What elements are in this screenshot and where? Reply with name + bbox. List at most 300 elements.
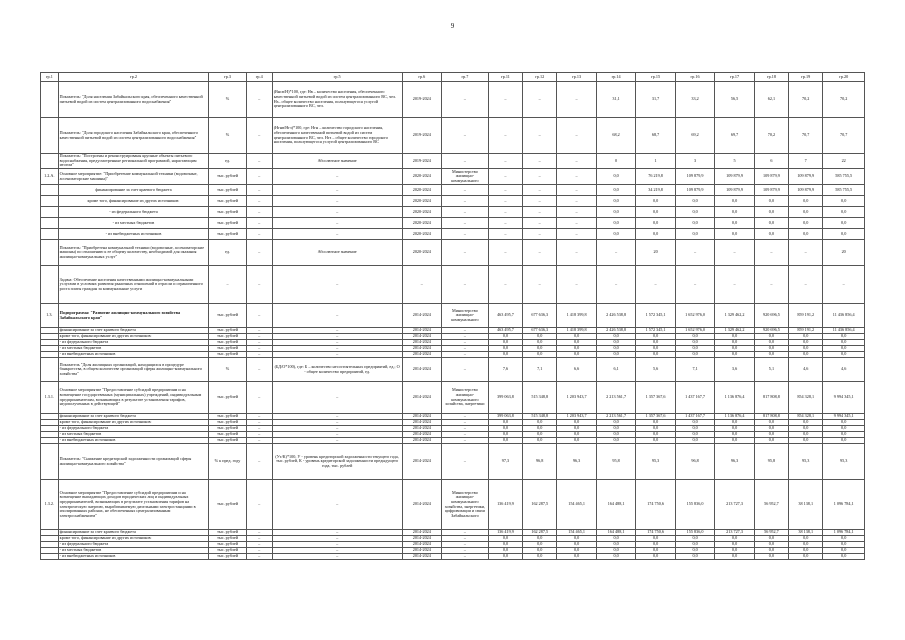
table-cell: –	[754, 240, 788, 266]
table-cell: –	[442, 346, 489, 352]
table-cell: 96,8	[675, 444, 714, 480]
table-cell: –	[246, 480, 272, 530]
table-cell: 1 572 345,1	[636, 328, 675, 334]
table-cell: 174 750,6	[636, 530, 675, 536]
table-cell: 0,0	[675, 218, 714, 229]
table-cell: тыс. рублей	[209, 530, 246, 536]
table-cell: 0,0	[636, 352, 675, 358]
table-cell: 0,0	[754, 542, 788, 548]
table-cell: - из местных бюджетов	[58, 432, 209, 438]
page-number: 9	[450, 22, 455, 30]
table-cell: 70,2	[823, 82, 865, 118]
table-cell: 0,0	[488, 536, 522, 542]
table-cell: –	[246, 169, 272, 185]
table-cell: 0,0	[636, 542, 675, 548]
table-cell: 0,0	[675, 542, 714, 548]
table-cell: 2014-2024	[402, 536, 441, 542]
table-cell: 6,6	[557, 358, 596, 382]
table-cell: 0,0	[488, 438, 522, 444]
table-cell: 0,0	[715, 432, 754, 438]
table-cell: –	[442, 542, 489, 548]
table-cell: 70,7	[789, 118, 823, 154]
table-cell: –	[272, 346, 402, 352]
table-cell: 0,0	[823, 420, 865, 426]
table-cell: 399 063,8	[488, 382, 522, 414]
table-cell: 1.2.А.	[41, 169, 59, 185]
table-row	[41, 118, 865, 154]
table-cell: тыс. рублей	[209, 304, 246, 328]
table-cell: 1 437 167,7	[675, 382, 714, 414]
table-cell: тыс. рублей	[209, 536, 246, 542]
table-cell: –	[675, 240, 714, 266]
table-cell: –	[246, 304, 272, 328]
table-cell: 0,0	[789, 207, 823, 218]
table-cell: –	[523, 185, 557, 196]
table-cell: 1 357 367,6	[636, 382, 675, 414]
table-cell: 0,0	[823, 548, 865, 554]
table-cell: 0,0	[596, 169, 635, 185]
table-cell: Показатель "Доля жилищных организаций, находящихся в процедуре банкротства, в общем количестве организаций сферы жилищно-коммунального хозяйства"	[58, 358, 209, 382]
table-cell: –	[272, 328, 402, 334]
table-cell: 0,0	[715, 420, 754, 426]
table-cell: 2020-2024	[402, 240, 441, 266]
table-row	[41, 358, 865, 382]
table-cell: 1	[636, 154, 675, 169]
table-cell: 96,3	[557, 444, 596, 480]
table-cell: 399 063,8	[488, 414, 522, 420]
table-cell: 0,0	[715, 207, 754, 218]
table-cell: 0,0	[823, 229, 865, 240]
table-cell: –	[246, 185, 272, 196]
table-cell: 1.3.1.	[41, 382, 59, 414]
table-cell: кроме того, финансирование из других источников:	[58, 420, 209, 426]
table-cell: %	[209, 358, 246, 382]
table-cell: 0,0	[675, 334, 714, 340]
table-cell: 0,0	[823, 536, 865, 542]
table-cell: 0,0	[636, 420, 675, 426]
table-cell: 0,0	[557, 554, 596, 560]
table-cell: –	[442, 334, 489, 340]
table-cell: –	[272, 207, 402, 218]
table-cell: тыс. рублей	[209, 169, 246, 185]
table-cell: 109 879,9	[789, 169, 823, 185]
table-cell: 2014-2024	[402, 480, 441, 530]
table-cell: финансирование за счет краевого бюджета	[58, 328, 209, 334]
table-cell: тыс. рублей	[209, 542, 246, 548]
table-cell: 0,0	[488, 554, 522, 560]
table-cell	[41, 266, 59, 304]
table-cell: 69,2	[675, 118, 714, 154]
table-cell: –	[557, 266, 596, 304]
table-cell: 0,0	[523, 536, 557, 542]
table-cell: 0,0	[596, 554, 635, 560]
table-cell: –	[272, 554, 402, 560]
table-cell: 0,0	[636, 426, 675, 432]
table-cell: 0,0	[789, 218, 823, 229]
table-cell: –	[442, 118, 489, 154]
table-cell: 0,0	[754, 352, 788, 358]
table-cell: 1 329 462,2	[715, 304, 754, 328]
table-cell: 859 191,2	[789, 304, 823, 328]
table-cell: 1 136 876,4	[715, 414, 754, 420]
table-cell: 9 994 345,1	[823, 414, 865, 420]
table-cell: –	[246, 229, 272, 240]
table-cell: 0,0	[523, 438, 557, 444]
table-cell: –	[523, 196, 557, 207]
table-row	[41, 382, 865, 414]
table-row	[41, 229, 865, 240]
table-cell: 0,0	[636, 536, 675, 542]
table-cell: –	[675, 266, 714, 304]
table-cell	[41, 196, 59, 207]
table-cell: - из внебюджетных источников	[58, 352, 209, 358]
table-cell: 0,0	[557, 438, 596, 444]
table-cell: тыс. рублей	[209, 480, 246, 530]
table-cell: 0,0	[596, 346, 635, 352]
table-cell: –	[246, 414, 272, 420]
table-cell: - из федерального бюджета	[58, 207, 209, 218]
table-cell: 0,0	[715, 346, 754, 352]
table-cell: –	[523, 169, 557, 185]
table-cell: –	[272, 414, 402, 420]
table-cell: 109 879,9	[754, 169, 788, 185]
table-cell: 109 879,9	[754, 185, 788, 196]
table-cell: - из федерального бюджета	[58, 340, 209, 346]
header-row	[41, 73, 865, 82]
table-cell: 0,0	[523, 346, 557, 352]
table-cell: 56 952,7	[754, 530, 788, 536]
table-cell: 6,1	[596, 358, 635, 382]
table-cell: 5,6	[636, 358, 675, 382]
table-cell: –	[488, 185, 522, 196]
table-cell: 0,0	[488, 432, 522, 438]
table-cell: 1 136 876,4	[715, 382, 754, 414]
table-cell: –	[272, 229, 402, 240]
table-cell: 2014-2024	[402, 340, 441, 346]
table-cell: 0,0	[789, 196, 823, 207]
table-cell: 0,0	[557, 426, 596, 432]
table-cell: 11 436 856,4	[823, 304, 865, 328]
table-cell: –	[442, 548, 489, 554]
table-cell: 0,0	[675, 196, 714, 207]
table-cell: 0,0	[596, 548, 635, 554]
table-cell: 0,0	[596, 438, 635, 444]
table-cell: 155 836,0	[675, 530, 714, 536]
table-cell: Абсолютное значение	[272, 240, 402, 266]
table-cell: 0,0	[823, 352, 865, 358]
table-cell: –	[557, 229, 596, 240]
table-cell: Министерство жилищно-коммунального хозяйства, энергетики	[442, 382, 489, 414]
table-cell: –	[488, 196, 522, 207]
table-cell: 2020-2024	[402, 229, 441, 240]
table-cell: 0,0	[557, 542, 596, 548]
table-cell: 22	[823, 154, 865, 169]
table-cell: 0,0	[557, 432, 596, 438]
table-cell: –	[272, 185, 402, 196]
table-cell: Показатель: "Снижение кредиторской задолженности организаций сферы жилищно-коммунального хозяйства"	[58, 444, 209, 480]
table-cell: 0,0	[488, 542, 522, 548]
table-cell: 174 750,6	[636, 480, 675, 530]
table-cell: 2014-2024	[402, 414, 441, 420]
table-cell: –	[272, 530, 402, 536]
table-cell: –	[442, 207, 489, 218]
table-cell: 0,0	[636, 432, 675, 438]
table-cell: –	[789, 240, 823, 266]
table-cell: 0,0	[715, 438, 754, 444]
table-cell: –	[272, 196, 402, 207]
table-cell: 0,0	[823, 340, 865, 346]
table-cell: - из федерального бюджета	[58, 426, 209, 432]
table-cell: 0,0	[675, 554, 714, 560]
table-cell: Показатель: "Приобретена коммунальной техники (водовозные, ассенизаторские машины) по отношению к ее общему количеству, необходимой для оказания жилищно-коммунальных услуг"	[58, 240, 209, 266]
table-cell: 162 287,5	[523, 480, 557, 530]
table-cell: 0,0	[789, 229, 823, 240]
column-header: гр.5	[272, 73, 402, 82]
table-body	[41, 82, 865, 560]
table-cell: –	[272, 218, 402, 229]
table-cell: 0,0	[823, 346, 865, 352]
table-cell: –	[557, 185, 596, 196]
table-cell: 0,0	[636, 196, 675, 207]
table-cell: 0,0	[754, 432, 788, 438]
table-cell: –	[442, 530, 489, 536]
table-cell: 0,0	[823, 554, 865, 560]
table-cell: 0	[596, 154, 635, 169]
table-cell: 0,0	[596, 196, 635, 207]
table-cell: 2014-2024	[402, 426, 441, 432]
table-cell: 154 465,1	[557, 530, 596, 536]
table-cell: 0,0	[754, 420, 788, 426]
table-cell: 0,0	[523, 340, 557, 346]
table-cell: 817 808,8	[754, 414, 788, 420]
table-cell: 0,0	[675, 229, 714, 240]
table-cell: –	[557, 218, 596, 229]
table-row	[41, 196, 865, 207]
table-cell	[41, 154, 59, 169]
table-cell: –	[823, 266, 865, 304]
table-cell: –	[246, 358, 272, 382]
column-header: гр.16	[675, 73, 714, 82]
table-cell: 20	[636, 240, 675, 266]
table-cell: Министерство жилищно-коммунального	[442, 304, 489, 328]
table-cell: 95,3	[636, 444, 675, 480]
table-cell: 109 879,9	[675, 169, 714, 185]
table-cell: финансирование за счет краевого бюджета	[58, 185, 209, 196]
table-cell: –	[442, 426, 489, 432]
table-cell: 213 727,3	[715, 480, 754, 530]
table-cell: 20	[823, 240, 865, 266]
table-cell: –	[523, 240, 557, 266]
table-row	[41, 240, 865, 266]
table-cell: - из местных бюджетов	[58, 218, 209, 229]
table-cell: –	[246, 328, 272, 334]
table-cell: 1.3.2.	[41, 480, 59, 530]
table-cell: 2 213 561,7	[596, 382, 635, 414]
table-row	[41, 154, 865, 169]
table-cell: 515 348,8	[523, 382, 557, 414]
table-cell: 0,0	[789, 548, 823, 554]
table-cell: 136 419,9	[488, 480, 522, 530]
table-cell: –	[246, 432, 272, 438]
table-cell: Министерство жилищно-коммунального	[442, 169, 489, 185]
table-cell: –	[272, 169, 402, 185]
table-cell: –	[523, 154, 557, 169]
table-row	[41, 480, 865, 530]
table-cell: 854 328,1	[789, 414, 823, 420]
table-cell: тыс. рублей	[209, 548, 246, 554]
column-header: гр.3	[209, 73, 246, 82]
table-cell: –	[246, 207, 272, 218]
table-cell: –	[442, 240, 489, 266]
table-cell: 0,0	[715, 340, 754, 346]
table-cell: 1 096 784,1	[823, 530, 865, 536]
table-cell: 2014-2024	[402, 530, 441, 536]
table-cell: тыс. рублей	[209, 328, 246, 334]
table-cell: Показатель: "Доля населения Забайкальского края, обеспеченного качественной питьевой водой из систем централизованного водоснабжения"	[58, 82, 209, 118]
table-cell: ед.	[209, 154, 246, 169]
table-cell: 96,8	[523, 444, 557, 480]
table-cell: 97,3	[488, 444, 522, 480]
table-cell: –	[272, 480, 402, 530]
table-cell: 0,0	[823, 207, 865, 218]
table-cell: –	[272, 432, 402, 438]
table-cell: 0,0	[523, 420, 557, 426]
table-cell: –	[442, 352, 489, 358]
table-cell: 2014-2024	[402, 438, 441, 444]
table-cell: –	[442, 196, 489, 207]
table-cell: 0,0	[715, 218, 754, 229]
table-cell: 70,2	[789, 82, 823, 118]
table-row	[41, 444, 865, 480]
table-cell: 213 727,3	[715, 530, 754, 536]
table-cell: 0,0	[488, 352, 522, 358]
table-cell: –	[488, 266, 522, 304]
table-cell: –	[488, 154, 522, 169]
table-cell: –	[246, 554, 272, 560]
table-cell: –	[272, 352, 402, 358]
table-cell: 0,0	[636, 340, 675, 346]
table-cell: ед.	[209, 240, 246, 266]
table-cell: –	[488, 169, 522, 185]
table-cell: –	[246, 536, 272, 542]
table-cell: 3,6	[715, 358, 754, 382]
table-row	[41, 266, 865, 304]
table-cell: 0,0	[488, 548, 522, 554]
table-cell: 0,0	[636, 346, 675, 352]
table-cell: 0,0	[488, 346, 522, 352]
table-cell: 0,0	[557, 420, 596, 426]
table-cell: –	[246, 240, 272, 266]
table-cell: –	[272, 334, 402, 340]
table-row	[41, 185, 865, 196]
table-cell: 7,1	[675, 358, 714, 382]
table-cell: 1 652 976,0	[675, 328, 714, 334]
table-cell: 34 219,8	[636, 185, 675, 196]
table-cell: 0,0	[823, 438, 865, 444]
table-cell: 0,0	[789, 438, 823, 444]
table-cell: 0,0	[636, 438, 675, 444]
table-cell: 0,0	[557, 548, 596, 554]
table-cell: 33,2	[675, 82, 714, 118]
table-cell: 2014-2024	[402, 444, 441, 480]
table-cell: 2014-2024	[402, 328, 441, 334]
table-cell: 0,0	[596, 542, 635, 548]
table-cell: –	[246, 266, 272, 304]
table-cell: Задача: Обеспечение населения качественными жилищно-коммунальными услугами в условиях развития рыночных отношений в отрасли и ограниченного роста платы граждан за коммунальные услуги	[58, 266, 209, 304]
table-row	[41, 82, 865, 118]
table-cell: –	[246, 218, 272, 229]
table-cell: 0,0	[675, 438, 714, 444]
table-cell: 0,0	[715, 536, 754, 542]
table-cell: –	[557, 82, 596, 118]
table-cell: 1 572 345,1	[636, 304, 675, 328]
table-cell: 155 836,0	[675, 480, 714, 530]
table-cell: –	[272, 426, 402, 432]
table-cell: 1 329 462,2	[715, 328, 754, 334]
table-cell: –	[442, 414, 489, 420]
table-cell: 0,0	[488, 426, 522, 432]
table-cell: тыс. рублей	[209, 340, 246, 346]
table-cell: –	[272, 542, 402, 548]
table-cell: 7	[789, 154, 823, 169]
table-cell: тыс. рублей	[209, 207, 246, 218]
table-cell: 2014-2024	[402, 346, 441, 352]
table-cell: 0,0	[596, 334, 635, 340]
column-header: гр.14	[596, 73, 635, 82]
table-cell: 5,1	[754, 358, 788, 382]
table-cell: 0,0	[675, 207, 714, 218]
table-cell: 68,2	[596, 118, 635, 154]
table-cell: –	[523, 118, 557, 154]
table-cell: 0,0	[715, 548, 754, 554]
table-cell: 0,0	[715, 229, 754, 240]
table-cell: –	[523, 266, 557, 304]
table-cell: 0,0	[596, 432, 635, 438]
table-cell: 0,0	[596, 218, 635, 229]
table-cell: 0,0	[675, 352, 714, 358]
table-cell: 2014-2024	[402, 548, 441, 554]
table-cell: тыс. рублей	[209, 346, 246, 352]
column-header: гр.17	[715, 73, 754, 82]
table-cell: 11 436 856,4	[823, 328, 865, 334]
table-cell: –	[557, 169, 596, 185]
table-cell: 0,0	[636, 218, 675, 229]
table-cell: 6	[754, 154, 788, 169]
table-cell: 677 636,3	[523, 304, 557, 328]
table-cell: тыс. рублей	[209, 432, 246, 438]
table-cell: –	[246, 542, 272, 548]
table-cell: 0,0	[488, 420, 522, 426]
table-cell: 2014-2024	[402, 542, 441, 548]
table-cell: 0,0	[523, 426, 557, 432]
table-cell: %	[209, 118, 246, 154]
table-cell: –	[442, 82, 489, 118]
program-table	[40, 72, 865, 560]
table-cell: 1 203 943,7	[557, 414, 596, 420]
table-cell: 2014-2024	[402, 432, 441, 438]
table-row	[41, 207, 865, 218]
table-cell: –	[246, 548, 272, 554]
table-cell: 1.3.	[41, 304, 59, 328]
table-cell: 1 418 399,8	[557, 304, 596, 328]
table-cell: 2020-2024	[402, 218, 441, 229]
table-cell: –	[402, 266, 441, 304]
table-cell: 95,8	[754, 444, 788, 480]
table-cell: 0,0	[789, 536, 823, 542]
table-cell: 0,0	[754, 334, 788, 340]
table-cell: 0,0	[675, 548, 714, 554]
table-cell: 9 994 345,1	[823, 382, 865, 414]
